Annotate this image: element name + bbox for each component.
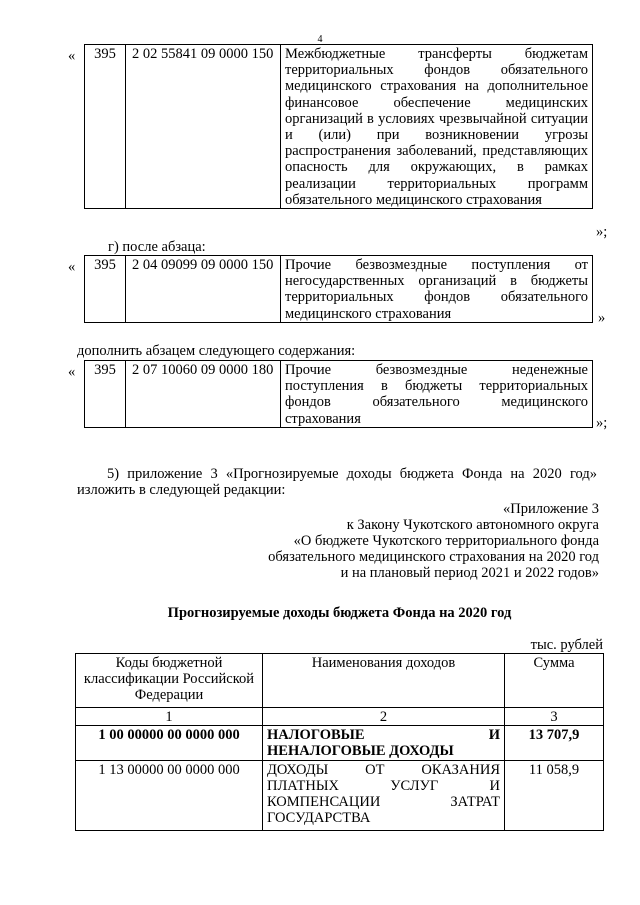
row1-name <box>263 726 505 760</box>
row2-name-line2: ПЛАТНЫХ УСЛУГ И <box>267 777 500 794</box>
paragraph-add: дополнить абзацем следующего содержания: <box>77 343 356 359</box>
insert1-text: Межбюджетные трансферты бюджетам территориальных фондов обязательного медицинского страхования на дополнительное финансовое обеспечение медицинских организаций в условиях чрезвычайной ситуации и (или) при возникновении угрозы распространения заболеваний, представляющих опасность для окружающих, в рамках реализации территориальных программ обязательного медицинского страхования <box>281 45 593 209</box>
table-header-row <box>76 654 604 708</box>
quote-open-1: « <box>68 48 76 64</box>
page-number: 4 <box>317 34 323 45</box>
row1-sum: 13 707,9 <box>505 726 604 760</box>
row2-name-line4: ГОСУДАРСТВА <box>267 810 371 827</box>
row2-code: 1 13 00000 00 0000 000 <box>76 760 263 830</box>
quote-open-2: « <box>68 259 76 275</box>
row1-name-line2: НЕНАЛОГОВЫЕ ДОХОДЫ <box>267 743 454 760</box>
colnum-2: 2 <box>263 708 505 726</box>
colnum-3: 3 <box>505 708 604 726</box>
insert3-code: 2 07 10060 09 0000 180 <box>126 361 281 428</box>
row2-name-line1: ДОХОДЫ ОТ ОКАЗАНИЯ <box>267 761 500 778</box>
paragraph-5-line2: изложить в следующей редакции: <box>77 482 286 498</box>
quote-close-2: » <box>598 310 606 326</box>
appendix-line5: и на плановый период 2021 и 2022 годов» <box>340 565 599 581</box>
row2-name <box>263 760 505 830</box>
row2-name-line3: КОМПЕНСАЦИИ ЗАТРАТ <box>267 794 500 811</box>
table-row <box>76 760 604 830</box>
insert-table-3 <box>84 360 593 428</box>
insert-table-1 <box>84 44 593 209</box>
header-codes: Коды бюджетной классификации Российской Федерации <box>76 654 263 708</box>
income-table <box>75 653 604 831</box>
quote-open-3: « <box>68 364 76 380</box>
colnum-1: 1 <box>76 708 263 726</box>
appendix-line1: «Приложение 3 <box>503 501 599 517</box>
insert1-admin-code: 395 <box>85 45 126 209</box>
paragraph-g: г) после абзаца: <box>108 239 206 255</box>
insert2-admin-code: 395 <box>85 256 126 323</box>
insert2-text: Прочие безвозмездные поступления от негосударственных организаций в бюджеты территориальных фондов обязательного медицинского страхования <box>281 256 593 323</box>
row1-name-line1: НАЛОГОВЫЕ И <box>267 727 500 744</box>
header-names: Наименования доходов <box>263 654 505 708</box>
row2-sum: 11 058,9 <box>505 760 604 830</box>
units-label: тыс. рублей <box>530 637 603 653</box>
appendix-line4: обязательного медицинского страхования на 2020 год <box>268 549 599 565</box>
header-sum: Сумма <box>505 654 604 708</box>
quote-close-3: »; <box>596 415 608 431</box>
quote-close-1: »; <box>596 224 608 240</box>
appendix-line2: к Закону Чукотского автономного округа <box>346 517 599 533</box>
insert2-code: 2 04 09099 09 0000 150 <box>126 256 281 323</box>
insert3-admin-code: 395 <box>85 361 126 428</box>
insert1-code: 2 02 55841 09 0000 150 <box>126 45 281 209</box>
insert3-text: Прочие безвозмездные неденежные поступления в бюджеты территориальных фондов обязательного медицинского страхования <box>281 361 593 428</box>
table-title: Прогнозируемые доходы бюджета Фонда на 2020 год <box>167 605 512 621</box>
table-colnum-row <box>76 708 604 726</box>
table-row <box>76 726 604 760</box>
appendix-line3: «О бюджете Чукотского территориального фонда <box>293 533 599 549</box>
insert-table-2 <box>84 255 593 323</box>
paragraph-5-line1: 5) приложение 3 «Прогнозируемые доходы бюджета Фонда на 2020 год» <box>107 466 597 482</box>
row1-code: 1 00 00000 00 0000 000 <box>76 726 263 760</box>
